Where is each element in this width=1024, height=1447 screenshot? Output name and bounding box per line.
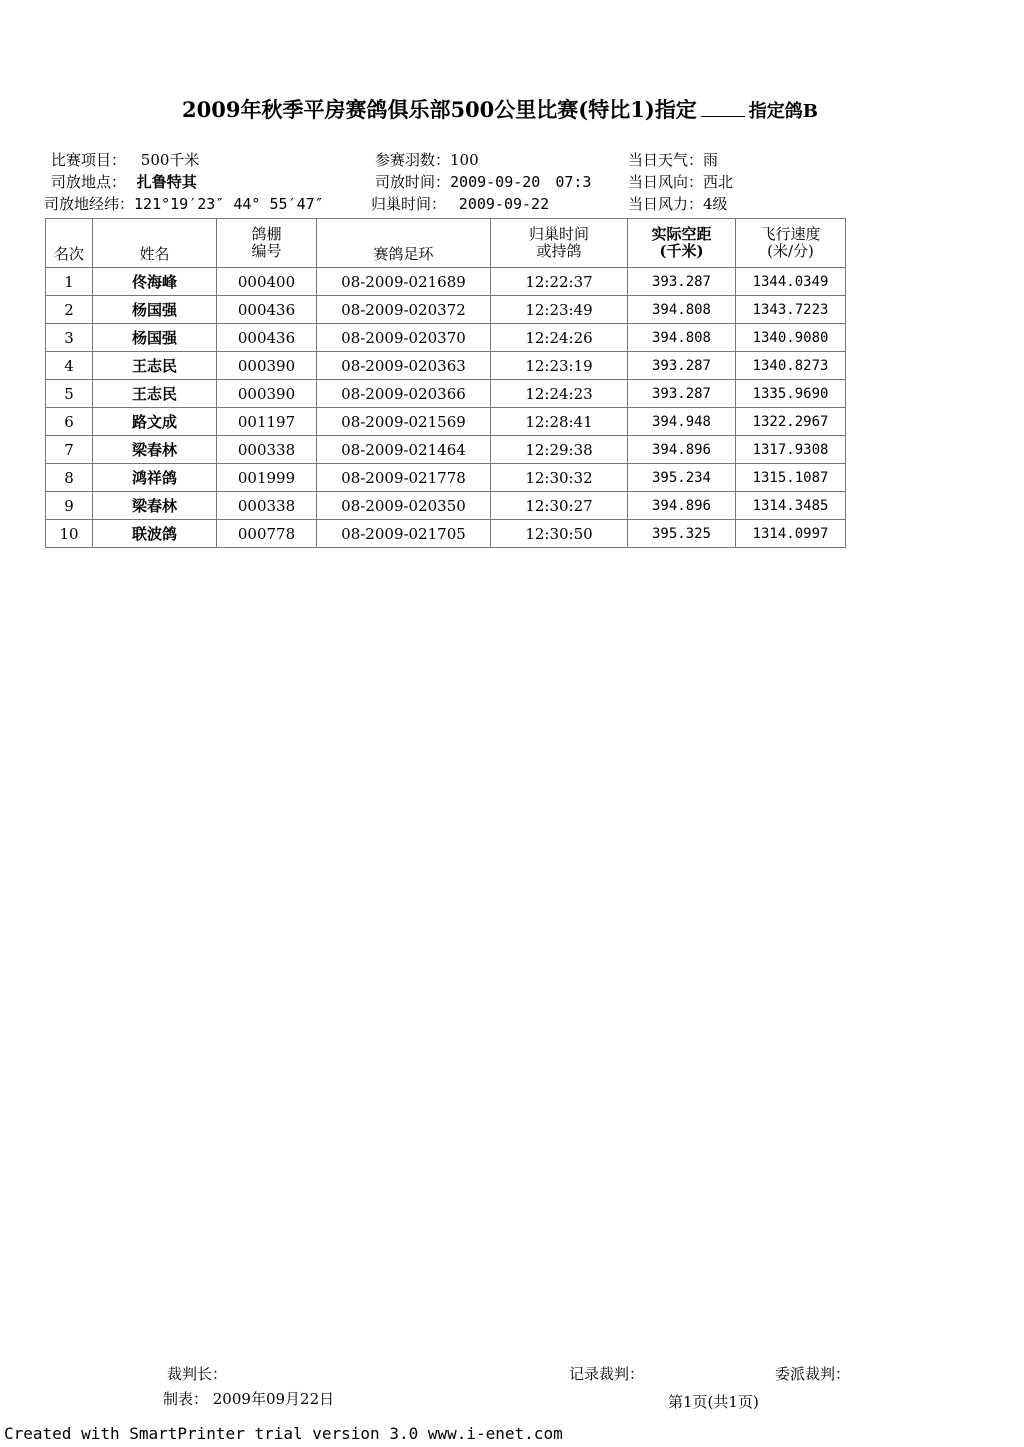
coords-value: 121°19′23″ 44° 55′47″ xyxy=(134,195,324,213)
wind-force-value: 4级 xyxy=(703,195,728,213)
info-count xyxy=(375,149,479,170)
cell-distance: 394.948 xyxy=(628,408,736,436)
cell-loft: 000338 xyxy=(217,436,317,464)
cell-speed: 1314.0997 xyxy=(736,520,846,548)
page-title xyxy=(0,94,1000,124)
cell-name: 路文成 xyxy=(93,408,217,436)
cell-speed: 1315.1087 xyxy=(736,464,846,492)
cell-name: 梁春林 xyxy=(93,436,217,464)
cell-loft: 001999 xyxy=(217,464,317,492)
cell-time: 12:29:38 xyxy=(491,436,628,464)
cell-time: 12:30:50 xyxy=(491,520,628,548)
table-row xyxy=(46,324,846,352)
chief-judge-label: 裁判长： xyxy=(167,1365,228,1383)
cell-rank: 7 xyxy=(46,436,93,464)
cell-loft: 000436 xyxy=(217,296,317,324)
title-main: 2009年秋季平房赛鸽俱乐部500公里比赛(特比1)指定 xyxy=(182,97,697,122)
wind-dir-value: 西北 xyxy=(703,173,734,191)
title-underline xyxy=(701,102,745,117)
cell-loft: 000390 xyxy=(217,380,317,408)
made-by-date: 制表： 2009年09月22日 xyxy=(163,1390,335,1408)
cell-speed: 1344.0349 xyxy=(736,268,846,296)
table-row xyxy=(46,520,846,548)
cell-distance: 395.234 xyxy=(628,464,736,492)
cell-ring: 08-2009-021705 xyxy=(317,520,491,548)
cell-loft: 000436 xyxy=(217,324,317,352)
cell-speed: 1340.9080 xyxy=(736,324,846,352)
cell-name: 杨国强 xyxy=(93,324,217,352)
info-event xyxy=(51,149,199,170)
cell-speed: 1343.7223 xyxy=(736,296,846,324)
cell-rank: 8 xyxy=(46,464,93,492)
trial-watermark: Created with SmartPrinter trial version 3.0 www.i-enet.com xyxy=(4,1424,563,1443)
release-place-value: 扎鲁特其 xyxy=(136,173,197,191)
cell-distance: 395.325 xyxy=(628,520,736,548)
header-name: 姓名 xyxy=(93,219,217,268)
wind-force-label: 当日风力： xyxy=(628,195,704,213)
event-value: 500千米 xyxy=(140,151,200,169)
cell-distance: 394.808 xyxy=(628,296,736,324)
wind-dir-label: 当日风向： xyxy=(628,173,704,191)
cell-ring: 08-2009-020366 xyxy=(317,380,491,408)
cell-name: 梁春林 xyxy=(93,492,217,520)
weather-label: 当日天气： xyxy=(628,151,704,169)
cell-distance: 393.287 xyxy=(628,352,736,380)
cell-loft: 000338 xyxy=(217,492,317,520)
info-wind-force xyxy=(628,193,728,214)
return-time-value: 2009-09-22 xyxy=(458,195,550,213)
header-loft: 鸽棚 编号 xyxy=(217,219,317,268)
table-row xyxy=(46,296,846,324)
recording-judge-label: 记录裁判： xyxy=(569,1365,645,1383)
cell-ring: 08-2009-020363 xyxy=(317,352,491,380)
cell-ring: 08-2009-020370 xyxy=(317,324,491,352)
cell-name: 王志民 xyxy=(93,380,217,408)
cell-loft: 001197 xyxy=(217,408,317,436)
table-row xyxy=(46,492,846,520)
cell-name: 联波鸽 xyxy=(93,520,217,548)
info-return-time xyxy=(371,193,549,214)
table-row xyxy=(46,464,846,492)
cell-speed: 1335.9690 xyxy=(736,380,846,408)
count-label: 参赛羽数： xyxy=(375,151,451,169)
cell-distance: 393.287 xyxy=(628,380,736,408)
cell-rank: 2 xyxy=(46,296,93,324)
cell-time: 12:24:23 xyxy=(491,380,628,408)
header-ring: 赛鸽足环 xyxy=(317,219,491,268)
info-wind-direction xyxy=(628,171,733,192)
cell-time: 12:23:49 xyxy=(491,296,628,324)
table-row xyxy=(46,352,846,380)
cell-ring: 08-2009-020372 xyxy=(317,296,491,324)
weather-value: 雨 xyxy=(703,151,719,169)
cell-name: 鸿祥鸽 xyxy=(93,464,217,492)
return-time-label: 归巢时间： xyxy=(371,195,447,213)
cell-speed: 1322.2967 xyxy=(736,408,846,436)
cell-distance: 394.896 xyxy=(628,492,736,520)
cell-rank: 4 xyxy=(46,352,93,380)
table-row xyxy=(46,380,846,408)
results-table xyxy=(45,218,846,548)
event-label: 比赛项目： xyxy=(51,151,127,169)
table-row xyxy=(46,436,846,464)
cell-name: 王志民 xyxy=(93,352,217,380)
cell-rank: 5 xyxy=(46,380,93,408)
coords-label: 司放地经纬： xyxy=(44,195,135,213)
info-release-place xyxy=(51,171,197,192)
table-row xyxy=(46,268,846,296)
cell-time: 12:28:41 xyxy=(491,408,628,436)
title-sub: 指定鸽B xyxy=(748,101,818,122)
cell-distance: 393.287 xyxy=(628,268,736,296)
cell-ring: 08-2009-021464 xyxy=(317,436,491,464)
cell-rank: 1 xyxy=(46,268,93,296)
cell-rank: 9 xyxy=(46,492,93,520)
appointed-judge-label: 委派裁判： xyxy=(775,1365,851,1383)
header-time: 归巢时间 或持鸽 xyxy=(491,219,628,268)
cell-loft: 000400 xyxy=(217,268,317,296)
cell-name: 杨国强 xyxy=(93,296,217,324)
header-rank: 名次 xyxy=(46,219,93,268)
cell-loft: 000778 xyxy=(217,520,317,548)
cell-speed: 1317.9308 xyxy=(736,436,846,464)
cell-ring: 08-2009-021778 xyxy=(317,464,491,492)
cell-time: 12:30:27 xyxy=(491,492,628,520)
cell-name: 佟海峰 xyxy=(93,268,217,296)
page-number: 第1页(共1页) xyxy=(668,1393,759,1411)
cell-ring: 08-2009-021689 xyxy=(317,268,491,296)
cell-distance: 394.896 xyxy=(628,436,736,464)
count-value: 100 xyxy=(450,151,479,169)
table-row xyxy=(46,408,846,436)
cell-rank: 3 xyxy=(46,324,93,352)
cell-time: 12:22:37 xyxy=(491,268,628,296)
cell-speed: 1340.8273 xyxy=(736,352,846,380)
cell-time: 12:23:19 xyxy=(491,352,628,380)
info-coords xyxy=(44,193,324,214)
release-place-label: 司放地点： xyxy=(51,173,127,191)
cell-loft: 000390 xyxy=(217,352,317,380)
release-time-value: 2009-09-20 07:3 xyxy=(450,173,592,191)
cell-speed: 1314.3485 xyxy=(736,492,846,520)
header-distance: 实际空距 (千米) xyxy=(628,219,736,268)
cell-time: 12:24:26 xyxy=(491,324,628,352)
info-weather xyxy=(628,149,718,170)
release-time-label: 司放时间： xyxy=(375,173,451,191)
cell-rank: 6 xyxy=(46,408,93,436)
cell-ring: 08-2009-021569 xyxy=(317,408,491,436)
cell-distance: 394.808 xyxy=(628,324,736,352)
cell-ring: 08-2009-020350 xyxy=(317,492,491,520)
table-header-row xyxy=(46,219,846,268)
cell-rank: 10 xyxy=(46,520,93,548)
cell-time: 12:30:32 xyxy=(491,464,628,492)
header-speed: 飞行速度 (米/分) xyxy=(736,219,846,268)
info-release-time xyxy=(375,171,591,192)
